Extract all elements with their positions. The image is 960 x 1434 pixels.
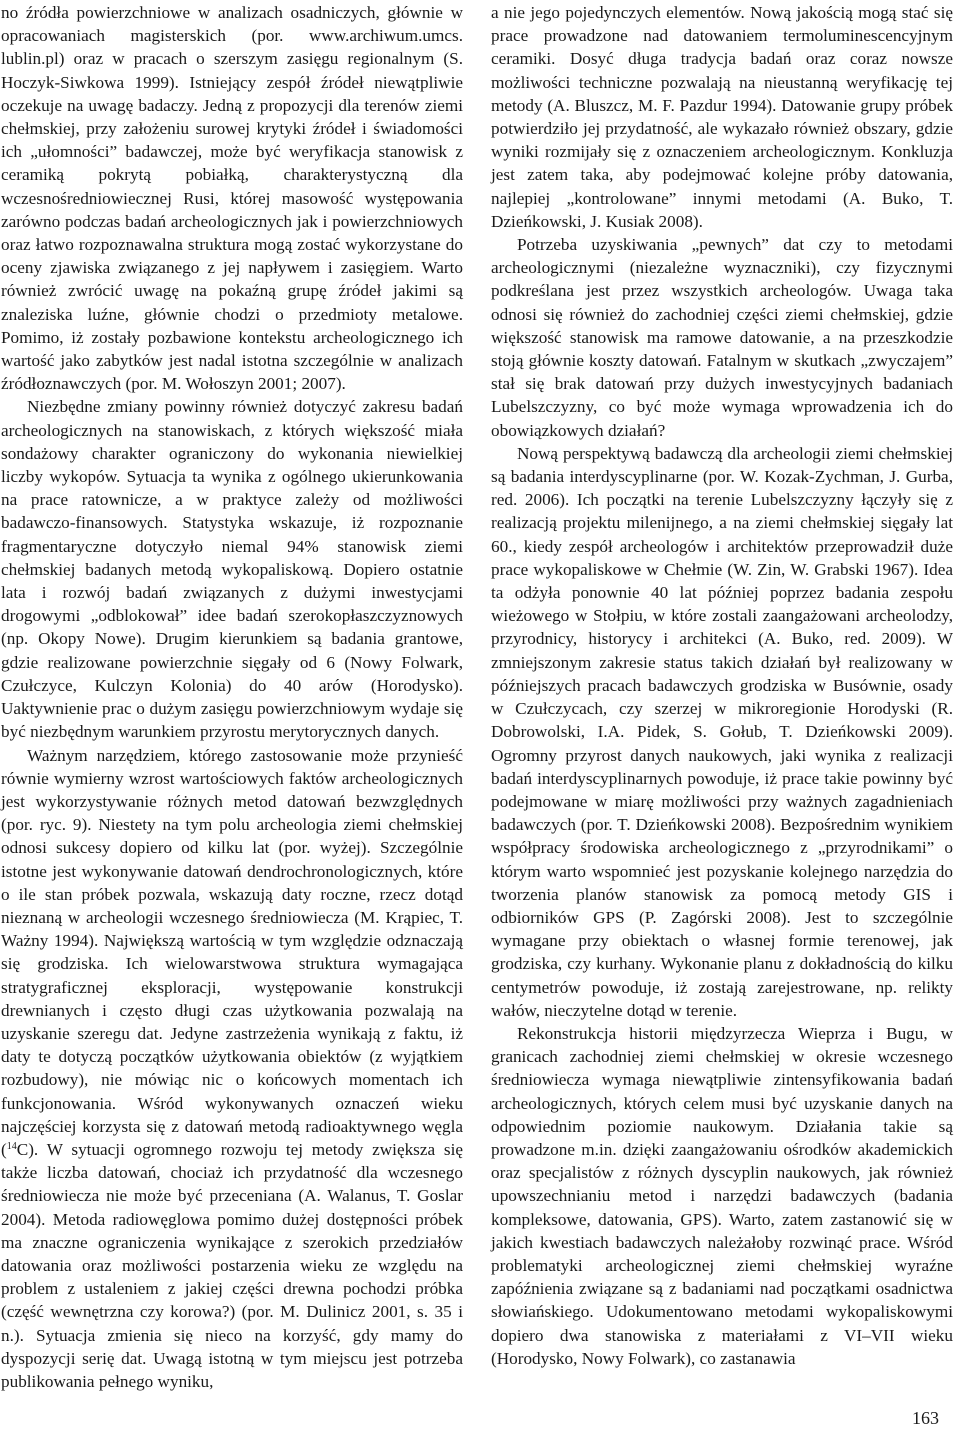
paragraph: Nową perspektywą badawczą dla archeologii ziemi chełmskiej są badania interdyscyplinarne (por. W. Kozak-Zychman, J. Gurba, red. 2006). Ich początki na terenie Lubelszczyzny łączyły się z realizacją projektu milenijnego, a na ziemi chełmskiej sięgały lat 60., kiedy zespół archeologów i architektów przeprowadził duże prace wykopaliskowe w Chełmie (W. Zin, W. Grabski 1967). Idea ta odżyła ponownie 40 lat później poprzez badania zespołu wieżowego w Stołpiu, w które zostali zaangażowani archeolodzy, przyrodnicy, historycy i architekci (A. Buko, red. 2009). W zmniejszonym zakresie status takich działań był realizowany w późniejszych pracach badawczych grodziska w Busównie, osady w Czułczycach, czy szerzej w mikroregionie Horodyski (R. Dobrowolski, I.A. Pidek, S. Gołub, T. Dzieńkowski 2009). Ogromny przyrost danych naukowych, jaki wynika z realizacji badań interdyscyplinarnych powoduje, iż prace takie powinny być podejmowane w miarę możliwości przy ważnych zagadnieniach badawczych (por. T. Dzieńkowski 2008). Bezpośrednim wynikiem współpracy środowiska archeologicznego z „przyrodnikami” o którym warto wspomnieć jest pozyskanie kolejnego narzędzia do tworzenia planów stanowisk za pomocą metody GIS i odbiorników GPS (P. Zagórski 2008). Jest to szczególnie wymagane przy obiektach o własnej formie terenowej, jak grodziska, czy kurhany. Wykonanie planu z dokładnością do kilku centymetrów powoduje, iż zostają zarejestrowane, np. relikty wałów, nieczytelne dotąd w terenie. <box>491 443 953 1020</box>
paragraph-text: Ważnym narzędziem, którego zastosowanie może przynieść równie wymierny wzrost wartościowych faktów archeologicznych jest wykorzystywanie różnych metod datowań bezwzględnych (por. ryc. 9). Niestety na tym polu archeologia ziemi chełmskiej odnosi sukcesy dopiero od kilku lat (por. wyżej). Szczególnie istotne jest wykonywanie datowań dendrochronologicznych, które o ile stan próbek pozwala, wskazują daty roczne, rzecz dotąd nieznaną w archeologii wczesnego średniowiecza (M. Krąpiec, T. Ważny 1994). Największą wartością w tym względzie odznaczają się grodziska. Ich wielowarstwowa struktura wymagająca stratygraficznej eksploracji, występowanie konstrukcji drewnianych i często długi czas użytkowania pozwalają na uzyskanie szeregu dat. Jedyne zastrzeżenia wynikają z faktu, iż daty te dotyczą początków użytkowania obiektów (z wyjątkiem rozbudowy), nie mówiąc nic o końcowych momentach ich funkcjonowania. Wśród wykonywanych oznaczeń wieku najczęściej korzysta się z datowań metodą radioaktywnego węgla ( <box>1 745 463 1159</box>
right-column <box>491 1 953 1370</box>
left-column <box>1 1 463 1393</box>
isotope-superscript: 14 <box>6 1140 17 1152</box>
page-number: 163 <box>912 1408 939 1428</box>
paragraph: Rekonstrukcja historii międzyrzecza Wieprza i Bugu, w granicach zachodniej ziemi chełmskiej w okresie wczesnego średniowiecza wymaga niewątpliwie zintensyfikowania badań archeologicznych, których celem musi być uzyskanie danych na odpowiednim poziomie naukowym. Działania takie są prowadzone m.in. dzięki zaangażowaniu ośrodków akademickich oraz specjalistów z różnych dyscyplin naukowych, jak również upowszechnianiu metod i narzędzi badawczych (badania kompleksowe, datowania, GPS). Warto, zatem zastanowić się w jakich kwestiach badawczych należałoby rozwinąć prace. Wśród problematyki archeologicznej ziemi chełmskiej wyraźne zapóźnienia związane są z badaniami nad początkami osadnictwa słowiańskiego. Udokumentowano metodami wykopaliskowymi dopiero dwa stanowiska z materiałami z VI–VII wieku (Horodysko, Nowy Folwark), co zastanawia <box>491 1023 953 1368</box>
paragraph: Niezbędne zmiany powinny również dotyczyć zakresu badań archeologicznych na stanowiskach, z których większość miała sondażowy charakter ograniczony do wykonania niewielkiej liczby wykopów. Sytuacja ta wynika z ogólnego ukierunkowania na prace ratownicze, a w praktyce zależy od możliwości badawczo-finansowych. Statystyka wskazuje, iż rozpoznanie fragmentaryczne dotyczyło niemal 94% stanowisk ziemi chełmskiej badanych metodą wykopaliskową. Dopiero ostatnie lata i rozwój badań związanych z dużymi inwestycjami drogowymi „odblokował” idee badań szerokopłaszczyznowych (np. Okopy Nowe). Drugim kierunkiem są badania grantowe, gdzie realizowane powierzchnie sięgały od 6 (Nowy Folwark, Czułczyce, Kulczyn Kolonia) do 40 arów (Horodysko). Uaktywnienie prac o dużym zasięgu powierzchniowym wydaje się być niezbędnym warunkiem przyrostu merytorycznych danych. <box>1 397 463 742</box>
paragraph: no źródła powierzchniowe w analizach osadniczych, głównie w opracowaniach magisterskich (por. www.archiwum.umcs. lublin.pl) oraz w pracach o szerszym zasięgu regionalnym (S. Hoczyk-Siwkowa 1999). Istniejący zespół źródeł niewątpliwie oczekuje na uwagę badaczy. Jedną z propozycji dla terenów ziemi chełmskiej, przy założeniu surowej krytyki źródeł i świadomości ich „ułomności” badawczej, może być weryfikacja stanowisk z ceramiką pokrytą pobiałką, charakterystyczną dla wczesnośredniowiecznej Rusi, której masowość występowania zarówno podczas badań archeologicznych jak i powierzchniowych oraz łatwo rozpoznawalna struktura mogą zostać wykorzystane do oceny zjawiska związanego z jej napływem i zasięgiem. Warto również zwrócić uwagę na pokaźną grupę źródeł jakimi są znaleziska luźne, głównie chodzi o przedmioty metalowe. Pomimo, iż zostały pozbawione kontekstu archeologicznego ich wartość jako zabytków jest nadal istotna szczególnie w analizach źródłoznawczych (por. M. Wołoszyn 2001; 2007). <box>1 3 463 394</box>
paragraph <box>1 744 463 1394</box>
paragraph-text: C). W sytuacji ogromnego rozwoju tej metody zwiększa się także liczba datowań, chociaż ich przydatność dla wczesnego średniowiecza nie może być przeceniana (A. Walanus, T. Goslar 2004). Metoda radiowęglowa pomimo dużej dostępności próbek ma znaczne ograniczenia wynikające z szerokich przedziałów datowania oraz możliwości postarzenia wieku ze względu na problem z ustaleniem z jakiej części drewna pochodzi próbka (część wewnętrzna czy korowa?) (por. M. Dulinicz 2001, s. 35 i n.). Sytuacja zmienia się nieco na korzyść, gdy mamy do dyspozycji serię dat. Uwagą istotną w tym miejscu jest potrzeba publikowania pełnego wyniku, <box>1 1139 463 1391</box>
paragraph: Potrzeba uzyskiwania „pewnych” dat czy to metodami archeologicznymi (niezależne wyznaczniki), czy fizycznymi podkreślana jest przez wszystkich archeologów. Uwaga taka odnosi się również do zachodniej części ziemi chełmskiej, gdzie większość stanowisk ma ramowe datowanie, a na przeszkodzie stoją głównie koszty datowań. Fatalnym w skutkach „zwyczajem” stał się brak datowań przy dużych inwestycyjnych badaniach Lubelszczyzny, co być może wymaga wprowadzenia ich do obowiązkowych działań? <box>491 235 953 440</box>
paragraph: a nie jego pojedynczych elementów. Nową jakością mogą stać się prace prowadzone nad datowaniem termoluminescencyjnym ceramiki. Dosyć długa tradycja badań oraz coraz nowsze możliwości techniczne pozwalają na nieustanną weryfikację tej metody (A. Bluszcz, M. F. Pazdur 1994). Datowanie grupy próbek potwierdziło jej przydatność, ale wykazało również obszary, gdzie wyniki rozmijały się z oznaczeniem archeologicznym. Konkluzja jest zatem taka, aby podejmować kolejne próby datowania, najlepiej „kontrolowane” innymi metodami (A. Buko, T. Dzieńkowski, J. Kusiak 2008). <box>491 3 953 231</box>
